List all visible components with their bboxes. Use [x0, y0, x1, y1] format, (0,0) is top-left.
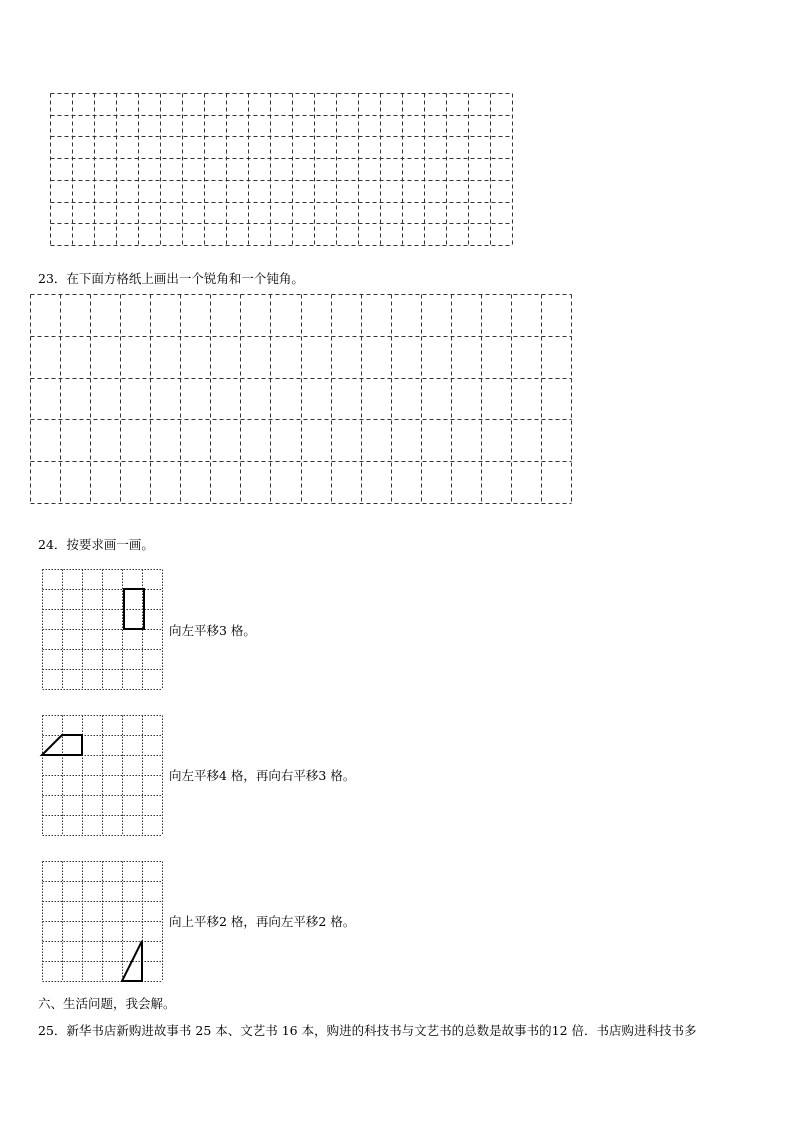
question-23-text: 23．在下面方格纸上画出一个锐角和一个钝角。 [38, 271, 304, 286]
q23-square-grid[interactable] [30, 294, 573, 505]
q24-grid-1[interactable] [42, 569, 164, 691]
top-dashed-grid [50, 93, 514, 247]
question-24-text: 24．按要求画一画。 [38, 537, 154, 552]
q24-instruction-1: 向左平移3 格。 [169, 623, 256, 638]
section-6-heading: 六、生活问题，我会解。 [38, 996, 176, 1011]
q24-instruction-2: 向左平移4 格，再向右平移3 格。 [169, 768, 356, 783]
q24-grid-3[interactable] [42, 861, 164, 983]
q24-grid-2[interactable] [42, 715, 164, 837]
q24-instruction-3: 向上平移2 格，再向左平移2 格。 [169, 914, 356, 929]
question-25-text: 25．新华书店新购进故事书 25 本、文艺书 16 本，购进的科技书与文艺书的总数是故事书的12 倍．书店购进科技书多 [38, 1023, 697, 1038]
